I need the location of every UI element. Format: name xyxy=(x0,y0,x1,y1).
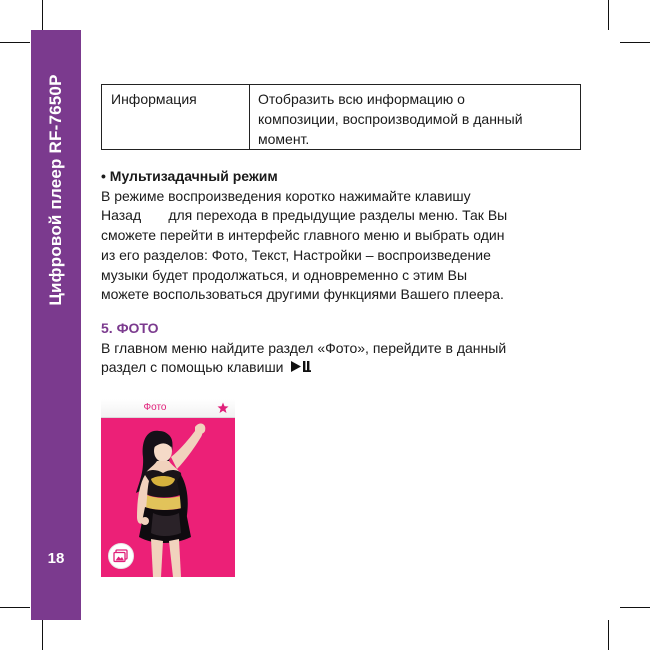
photo-gallery-icon xyxy=(108,543,134,569)
multitask-heading: • Мультизадачный режим xyxy=(101,168,278,184)
star-icon xyxy=(217,402,229,414)
photo-line xyxy=(101,358,581,378)
info-table xyxy=(101,84,581,150)
multitask-line: из его разделов: Фото, Текст, Настройки – воспроизведение xyxy=(101,246,491,263)
crop-mark xyxy=(608,0,609,30)
crop-mark xyxy=(42,620,43,650)
play-pause-icon xyxy=(290,360,312,373)
photo-line-text: раздел с помощью клавиши xyxy=(101,359,284,376)
screen-header xyxy=(101,399,235,418)
multitask-line: В режиме воспроизведения коротко нажимайте клавишу xyxy=(101,187,471,204)
info-description-line: момент. xyxy=(258,131,310,147)
device-screen xyxy=(101,399,235,577)
product-title: Цифровой плеер RF-7650P xyxy=(46,74,65,306)
multitask-section xyxy=(101,167,581,305)
info-term: Информация xyxy=(102,85,250,149)
multitask-line: музыки будет продолжаться, и одновременно с этим Вы xyxy=(101,266,468,283)
multitask-line: можете воспользоваться другими функциями Вашего плеера. xyxy=(101,286,504,303)
crop-mark xyxy=(0,607,30,608)
multitask-line: Назад для перехода в предыдущие разделы меню. Так Вы xyxy=(101,207,508,224)
crop-mark xyxy=(42,0,43,30)
info-description-line: композиции, воспроизводимой в данный xyxy=(258,111,523,127)
crop-mark xyxy=(620,42,650,43)
crop-mark xyxy=(0,42,30,43)
crop-mark xyxy=(620,607,650,608)
info-description xyxy=(250,85,580,149)
multitask-line: сможете перейти в интерфейс главного меню и выбрать один xyxy=(101,227,505,244)
page-number: 18 xyxy=(47,550,65,567)
screen-title: Фото xyxy=(143,402,167,413)
info-description-line: Отобразить всю информацию о xyxy=(258,91,465,107)
crop-mark xyxy=(608,620,609,650)
photo-line: В главном меню найдите раздел «Фото», перейдите в данный xyxy=(101,339,507,356)
photo-section xyxy=(101,319,581,378)
photo-heading: 5. ФОТО xyxy=(101,320,159,336)
